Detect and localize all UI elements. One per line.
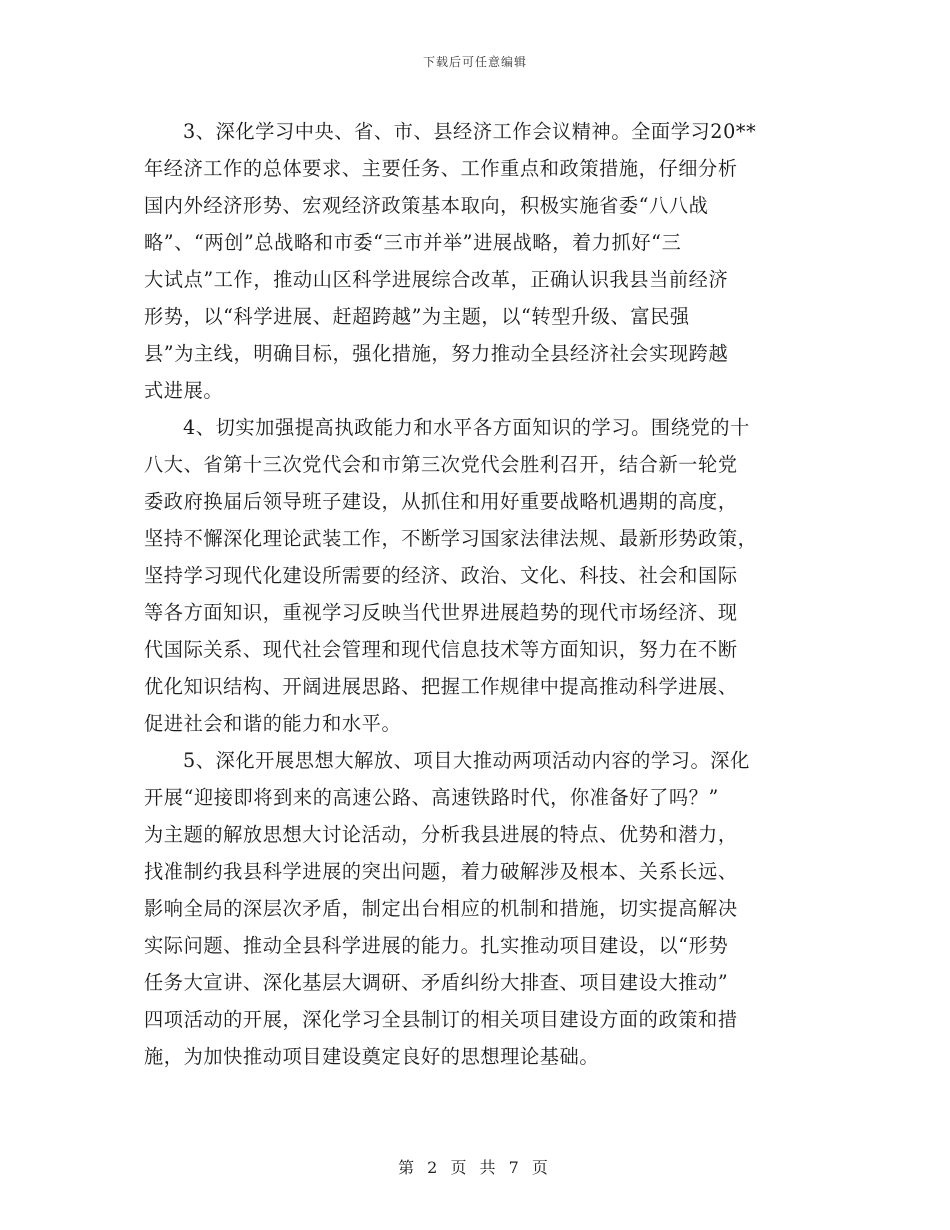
paragraph-line: 县”为主线，明确目标，强化措施，努力推动全县经济社会实现跨越 — [144, 342, 729, 365]
paragraph-line: 大试点”工作，推动山区科学进展综合改革，正确认识我县当前经济 — [144, 268, 729, 291]
paragraph-line: 形势，以“科学进展、赶超跨越”为主题，以“转型升级、富民强 — [144, 305, 690, 328]
paragraph-line: 实际问题、推动全县科学进展的能力。扎实推动项目建设，以“形势 — [144, 934, 729, 957]
paragraph-line: 4、切实加强提高执政能力和水平各方面知识的学习。围绕党的十 — [183, 416, 750, 439]
paragraph-line: 找准制约我县科学进展的突出问题，着力破解涉及根本、关系长远、 — [144, 860, 738, 883]
paragraph-line: 任务大宣讲、深化基层大调研、矛盾纠纷大排查、项目建设大推动” — [144, 971, 729, 994]
paragraph-line: 国内外经济形势、宏观经济政策基本取向，积极实施省委“八八战 — [144, 194, 709, 217]
paragraph-5 — [144, 742, 796, 1075]
paragraph-line: 委政府换届后领导班子建设，从抓住和用好重要战略机遇期的高度， — [144, 490, 738, 513]
paragraph-line: 式进展。 — [144, 379, 224, 402]
paragraph-3 — [144, 113, 796, 409]
paragraph-4 — [144, 409, 796, 742]
paragraph-line: 开展“迎接即将到来的高速公路、高速铁路时代，你准备好了吗？” — [144, 786, 719, 809]
paragraph-line: 5、深化开展思想大解放、项目大推动两项活动内容的学习。深化 — [183, 749, 750, 772]
paragraph-line: 优化知识结构、开阔进展思路、把握工作规律中提高推动科学进展、 — [144, 675, 738, 698]
paragraph-line: 年经济工作的总体要求、主要任务、工作重点和政策措施，仔细分析 — [144, 157, 738, 180]
paragraph-line: 略”、“两创”总战略和市委“三市并举”进展战略，着力抓好“三 — [144, 231, 682, 254]
paragraph-line: 3、深化学习中央、省、市、县经济工作会议精神。全面学习20** — [183, 120, 757, 143]
paragraph-line: 施，为加快推动项目建设奠定良好的思想理论基础。 — [144, 1045, 600, 1068]
page-header: 下载后可任意编辑 — [422, 55, 527, 69]
paragraph-line: 促进社会和谐的能力和水平。 — [144, 712, 402, 735]
paragraph-line: 坚持学习现代化建设所需要的经济、政治、文化、科技、社会和国际 — [144, 564, 738, 587]
paragraph-line: 四项活动的开展，深化学习全县制订的相关项目建设方面的政策和措 — [144, 1008, 738, 1031]
paragraph-line: 为主题的解放思想大讨论活动，分析我县进展的特点、优势和潜力， — [144, 823, 738, 846]
page-number-footer: 第 2 页 共 7 页 — [398, 1158, 552, 1177]
paragraph-line: 八大、省第十三次党代会和市第三次党代会胜利召开，结合新一轮党 — [144, 453, 738, 476]
paragraph-line: 代国际关系、现代社会管理和现代信息技术等方面知识，努力在不断 — [144, 638, 738, 661]
paragraph-line: 坚持不懈深化理论武装工作，不断学习国家法律法规、最新形势政策， — [144, 527, 758, 550]
paragraph-line: 影响全局的深层次矛盾，制定出台相应的机制和措施，切实提高解决 — [144, 897, 738, 920]
document-body — [144, 113, 796, 1075]
paragraph-line: 等各方面知识，重视学习反映当代世界进展趋势的现代市场经济、现 — [144, 601, 738, 624]
